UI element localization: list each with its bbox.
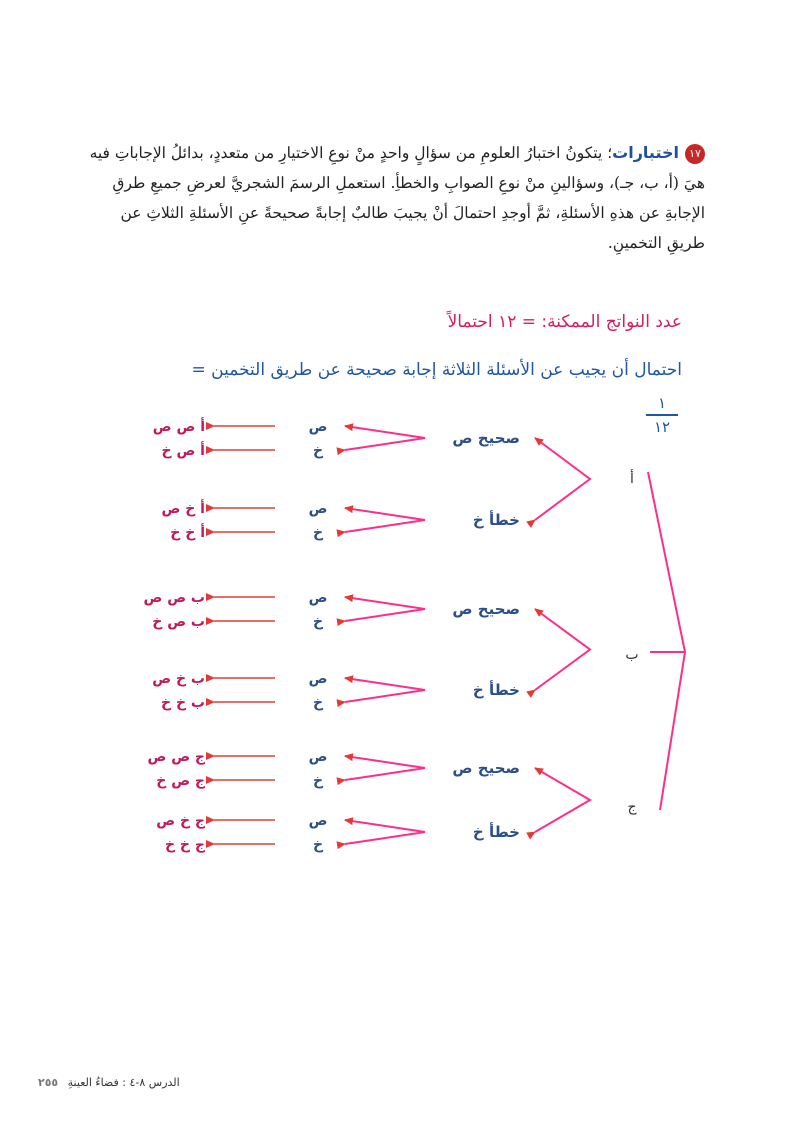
question-number-badge: ١٧ [685, 144, 705, 164]
third-level-branch [345, 597, 425, 621]
outcome-label: أ ص خ [161, 443, 205, 459]
outcome-label: أ ص ص [152, 419, 205, 435]
third-level-label: ص [308, 671, 328, 687]
probability-label: احتمال أن يجيب عن الأسئلة الثلاثة إجابة صحيحة عن طريق التخمين = [191, 360, 682, 380]
third-level-label: خ [312, 695, 324, 711]
third-level-label: ص [308, 590, 328, 606]
third-level-label: ص [308, 419, 328, 435]
third-level-label: خ [312, 443, 324, 459]
outcome-label: ج ص خ [156, 773, 205, 789]
outcome-label: ب خ خ [161, 695, 205, 711]
outcomes-label: عدد النواتج الممكنة: [541, 312, 682, 332]
problem-keyword: اختبارات [612, 143, 679, 162]
root-bracket [648, 472, 685, 810]
third-level-label: خ [312, 525, 324, 541]
second-level-branch [535, 438, 590, 520]
third-level-branch [345, 508, 425, 532]
third-level-label: خ [312, 614, 324, 630]
outcome-label: أ خ ص [161, 501, 205, 517]
second-level-label: صحيح ص [452, 429, 520, 447]
problem-separator: ؛ [607, 144, 613, 162]
third-level-label: ص [308, 813, 328, 829]
outcome-label: ج خ ص [156, 813, 205, 829]
third-level-label: خ [312, 773, 324, 789]
third-level-branch [345, 756, 425, 780]
page-footer [38, 1076, 180, 1089]
third-level-branch [345, 820, 425, 844]
root-label: أ [630, 471, 634, 487]
second-level-label: صحيح ص [452, 759, 520, 777]
second-level-label: صحيح ص [452, 600, 520, 618]
outcome-label: ج ص ص [147, 749, 205, 765]
third-level-label: ص [308, 501, 328, 517]
third-level-label: ص [308, 749, 328, 765]
fraction-denominator: ١٢ [653, 418, 671, 436]
second-level-branch [535, 609, 590, 690]
second-level-label: خطأ خ [472, 823, 520, 841]
outcome-label: أ خ خ [170, 525, 205, 541]
footer-page-number: ٢٥٥ [38, 1076, 59, 1089]
outcome-label: ب خ ص [152, 671, 205, 687]
second-level-label: خطأ خ [472, 681, 520, 699]
outcomes-value: = ١٢ احتمالاً [447, 312, 536, 332]
outcome-label: ج خ خ [164, 837, 205, 853]
third-level-label: خ [312, 837, 324, 853]
problem-text: يتكونُ اختبارُ العلومِ من سؤالٍ واحدٍ منْ نوعِ الاختيارِ من متعددٍ، بدائلُ الإجاباتِ فيه هيَ (أ، ب، جـ)، وسؤالينِ منْ نوعِ الصوابِ والخطأِ. استعملِ الرسمَ الشجريَّ لعرضِ جميعِ طرقِ الإجابةِ عن هذهِ الأسئلةِ، ثمَّ أوجدِ احتمالَ أنْ يجيبَ طالبٌ إجابةً صحيحةً عنِ الأسئلةِ الثلاثِ عن طريقِ التخمينِ. [89, 144, 705, 252]
outcome-label: ب ص ص [143, 590, 205, 606]
third-level-branch [345, 426, 425, 450]
root-label: ج [627, 799, 637, 815]
root-label: ب [625, 647, 639, 663]
fraction-numerator: ١ [657, 394, 667, 412]
footer-lesson: الدرس ٨-٤ : فضاءُ العينةِ [67, 1076, 180, 1089]
second-level-branch [535, 768, 590, 832]
second-level-label: خطأ خ [472, 511, 520, 529]
outcome-label: ب ص خ [152, 614, 205, 630]
third-level-branch [345, 678, 425, 702]
